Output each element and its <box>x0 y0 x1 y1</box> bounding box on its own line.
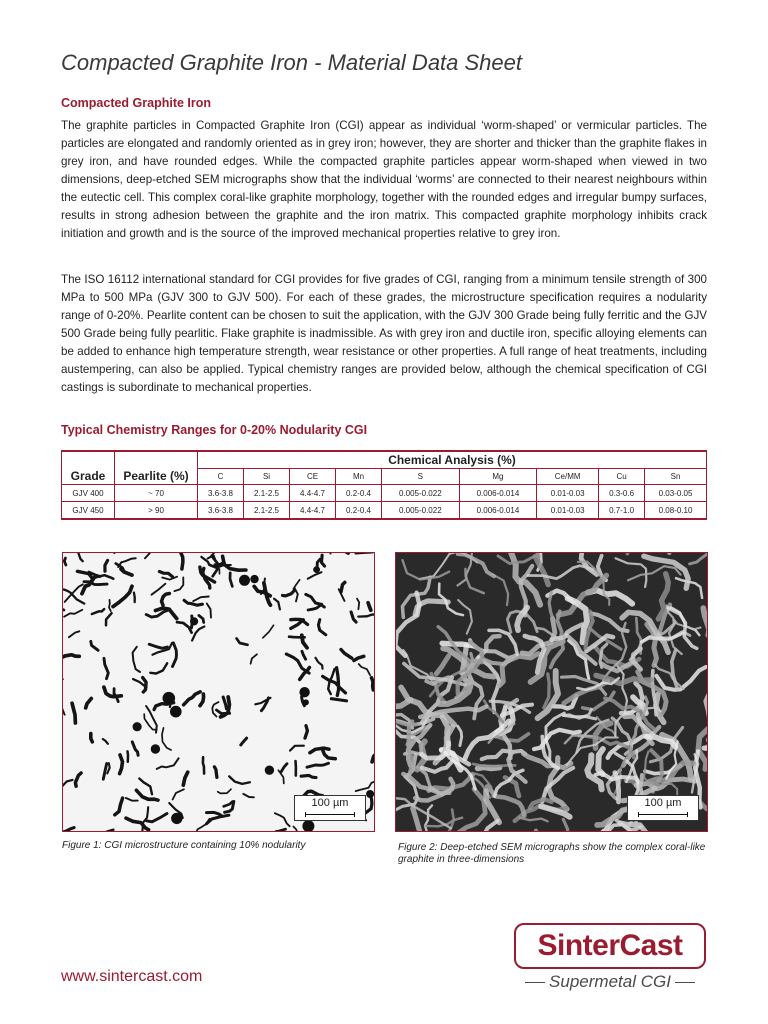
value-cell: 0.08-0.10 <box>645 502 707 520</box>
element-header: S <box>382 469 460 485</box>
scale-bar-label: 100 µm <box>644 797 682 809</box>
pearlite-cell: ~ 70 <box>115 485 198 502</box>
section-heading-cgi: Compacted Graphite Iron <box>61 96 212 110</box>
sem-micrograph-image <box>396 553 708 832</box>
value-cell: 0.7-1.0 <box>599 502 645 520</box>
value-cell: 3.6-3.8 <box>198 502 244 520</box>
element-header: Mg <box>459 469 537 485</box>
value-cell: 4.4-4.7 <box>290 485 336 502</box>
value-cell: 0.01-0.03 <box>537 502 599 520</box>
page-title: Compacted Graphite Iron - Material Data Sheet <box>61 50 523 75</box>
tagline-text: Supermetal CGI <box>549 972 671 991</box>
scale-bar <box>627 795 699 821</box>
element-header: Si <box>244 469 290 485</box>
element-header: Cu <box>599 469 645 485</box>
pearlite-cell: > 90 <box>115 502 198 520</box>
website-link[interactable]: www.sintercast.com <box>61 968 203 985</box>
element-header: C <box>198 469 244 485</box>
intro-paragraph: The graphite particles in Compacted Graphite Iron (CGI) appear as individual ‘worm-shaped’ or vermicular particles. The particles are elongated and randomly oriented as in grey iron; however, they are shorter and thicker than the graphite flakes in grey iron, and have rounded edges. While the compacted graphite particles appear worm-shaped when viewed in two dimensions, deep-etched SEM micrographs show that the individual ‘worms’ are connected to their nearest neighbours within the eutectic cell. This complex coral-like graphite morphology, together with the rounded edges and irregular bumpy surfaces, results in strong adhesion between the graphite and the iron matrix. This compacted graphite morphology inhibits crack initiation and growth and is the source of the improved mechanical properties relative to grey iron. <box>61 119 707 240</box>
value-cell: 0.005-0.022 <box>382 485 460 502</box>
value-cell: 0.006-0.014 <box>459 502 537 520</box>
logo-text: SinterCast <box>537 929 683 962</box>
element-header: Ce/MM <box>537 469 599 485</box>
value-cell: 0.2-0.4 <box>336 485 382 502</box>
value-cell: 0.01-0.03 <box>537 485 599 502</box>
sintercast-logo <box>514 923 706 969</box>
grade-cell: GJV 450 <box>62 502 115 520</box>
value-cell: 3.6-3.8 <box>198 485 244 502</box>
figure-2-caption: Figure 2: Deep-etched SEM micrographs show the complex coral-like graphite in three-dimensions <box>398 842 706 865</box>
value-cell: 0.005-0.022 <box>382 502 460 520</box>
element-header: Mn <box>336 469 382 485</box>
figure-2-sem <box>395 552 708 832</box>
chemistry-table <box>61 450 707 520</box>
figure-1-microstructure <box>62 552 375 832</box>
tagline <box>514 972 706 992</box>
value-cell: 2.1-2.5 <box>244 502 290 520</box>
figure-1-caption: Figure 1: CGI microstructure containing 10% nodularity <box>62 840 306 851</box>
value-cell: 0.03-0.05 <box>645 485 707 502</box>
table-heading: Typical Chemistry Ranges for 0-20% Nodularity CGI <box>61 423 368 437</box>
element-header: CE <box>290 469 336 485</box>
pearlite-header: Pearlite (%) <box>115 451 198 485</box>
grade-header: Grade <box>62 451 115 485</box>
scale-bar <box>294 795 366 821</box>
value-cell: 2.1-2.5 <box>244 485 290 502</box>
standard-paragraph: The ISO 16112 international standard for CGI provides for five grades of CGI, ranging from a minimum tensile strength of 300 MPa to 500 MPa (GJV 300 to GJV 500). For each of these grades, the microstructure specification requires a nodularity range of 0-20%. Pearlite content can be chosen to suit the application, with the GJV 300 Grade being fully ferritic and the GJV 500 Grade being fully pearlitic. Flake graphite is inadmissible. As with grey iron and ductile iron, specific alloying elements can be added to enhance high temperature strength, wear resistance or other properties. A full range of heat treatments, including austempering, can also be applied. Typical chemistry ranges are provided below, although the chemical specification of CGI castings is subordinate to mechanical properties. <box>61 273 707 394</box>
table-row <box>62 485 707 502</box>
value-cell: 0.2-0.4 <box>336 502 382 520</box>
value-cell: 0.3-0.6 <box>599 485 645 502</box>
scale-bar-label: 100 µm <box>311 797 349 809</box>
value-cell: 0.006-0.014 <box>459 485 537 502</box>
chemical-analysis-header: Chemical Analysis (%) <box>198 451 707 469</box>
value-cell: 4.4-4.7 <box>290 502 336 520</box>
grade-cell: GJV 400 <box>62 485 115 502</box>
table-row <box>62 502 707 520</box>
element-header: Sn <box>645 469 707 485</box>
cgi-microstructure-image <box>63 553 375 832</box>
